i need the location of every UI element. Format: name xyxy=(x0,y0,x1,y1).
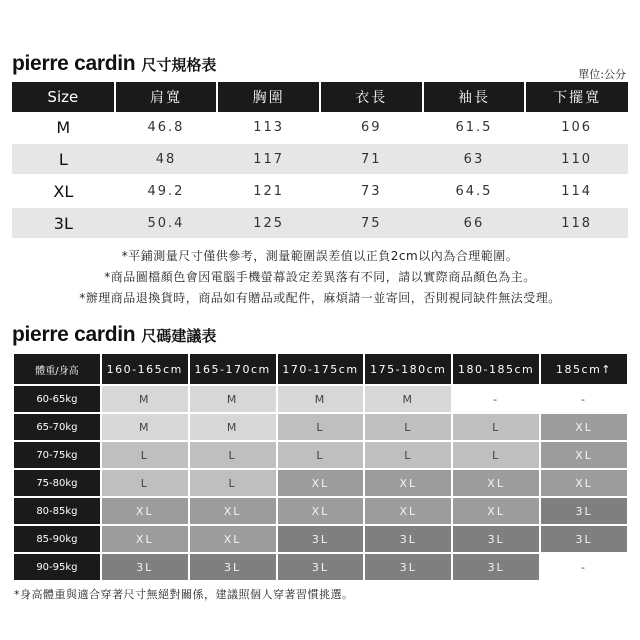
table-row xyxy=(12,176,628,206)
recommended-size-cell: XL xyxy=(278,498,364,524)
measurement-cell: 125 xyxy=(217,208,320,238)
recommended-size-cell: M xyxy=(190,414,276,440)
recommended-size-cell: 3L xyxy=(365,526,451,552)
height-range-header: 180-185cm xyxy=(453,354,539,384)
recommended-size-cell: - xyxy=(541,554,627,580)
recommended-size-cell: M xyxy=(102,386,188,412)
size-label: XL xyxy=(53,181,74,201)
table-row xyxy=(14,470,627,496)
spec-column-header: 下擺寬 xyxy=(525,82,628,112)
recommended-size-cell: XL xyxy=(453,470,539,496)
recommended-size-cell: L xyxy=(102,470,188,496)
spec-column-header: 袖長 xyxy=(423,82,526,112)
recommended-size-cell: M xyxy=(102,414,188,440)
brand-logo: pierre cardin xyxy=(12,52,136,75)
recommended-size-cell: - xyxy=(541,386,627,412)
size-recommendation-table xyxy=(12,352,629,582)
spec-column-header: Size xyxy=(12,82,115,112)
weight-range-label: 80-85kg xyxy=(14,498,100,524)
spec-column-header: 肩寬 xyxy=(115,82,218,112)
recommended-size-cell: 3L xyxy=(278,526,364,552)
measurement-cell: 46.8 xyxy=(147,119,185,135)
recommended-size-cell: L xyxy=(190,442,276,468)
measurement-cell: 69 xyxy=(361,119,382,135)
note-line: *商品圖檔顏色會因電腦手機螢幕設定差異落有不同，請以實際商品顏色為主。 xyxy=(104,270,536,284)
table-row xyxy=(12,112,628,142)
recommended-size-cell: 3L xyxy=(453,554,539,580)
recommended-size-cell: 3L xyxy=(541,526,627,552)
brand-logo: pierre cardin xyxy=(12,323,136,346)
height-range-header: 170-175cm xyxy=(278,354,364,384)
measurement-cell: 114 xyxy=(561,183,593,199)
recommended-size-cell: 3L xyxy=(365,554,451,580)
recommended-size-cell: XL xyxy=(365,498,451,524)
weight-height-header: 體重/身高 xyxy=(14,354,100,384)
recommended-size-cell: XL xyxy=(453,498,539,524)
recommended-size-cell: L xyxy=(365,442,451,468)
table-row xyxy=(14,414,627,440)
table-row xyxy=(14,554,627,580)
weight-range-label: 75-80kg xyxy=(14,470,100,496)
measurement-cell: 110 xyxy=(525,144,628,174)
recommended-size-cell: M xyxy=(190,386,276,412)
rec-title-row xyxy=(12,323,216,347)
recommended-size-cell: L xyxy=(453,414,539,440)
recommended-size-cell: XL xyxy=(541,442,627,468)
table-row xyxy=(14,526,627,552)
recommended-size-cell: 3L xyxy=(453,526,539,552)
recommended-size-cell: 3L xyxy=(541,498,627,524)
measurement-cell: 121 xyxy=(253,183,285,199)
recommended-size-cell: M xyxy=(365,386,451,412)
recommended-size-cell: 3L xyxy=(190,554,276,580)
measurement-cell: 61.5 xyxy=(455,119,493,135)
spec-column-header: 衣長 xyxy=(320,82,423,112)
recommended-size-cell: XL xyxy=(190,526,276,552)
recommended-size-cell: XL xyxy=(365,470,451,496)
recommended-size-cell: - xyxy=(453,386,539,412)
table-row xyxy=(12,208,628,238)
recommended-size-cell: 3L xyxy=(102,554,188,580)
weight-range-label: 90-95kg xyxy=(14,554,100,580)
spec-table-title: 尺寸規格表 xyxy=(141,56,217,74)
recommended-size-cell: L xyxy=(190,470,276,496)
spec-title-row xyxy=(12,52,216,76)
recommended-size-cell: XL xyxy=(190,498,276,524)
size-label: L xyxy=(12,144,115,174)
recommended-size-cell: XL xyxy=(102,498,188,524)
weight-range-label: 85-90kg xyxy=(14,526,100,552)
measurement-cell: 113 xyxy=(253,119,285,135)
table-row xyxy=(14,442,627,468)
measurement-cell: 73 xyxy=(361,183,382,199)
notes xyxy=(0,246,640,309)
spec-header-row xyxy=(12,82,628,112)
measurement-cell: 64.5 xyxy=(455,183,493,199)
size-spec-table xyxy=(12,82,628,238)
measurement-cell: 50.4 xyxy=(115,208,218,238)
rec-header-row xyxy=(14,354,627,384)
weight-range-label: 65-70kg xyxy=(14,414,100,440)
table-row xyxy=(14,498,627,524)
measurement-cell: 66 xyxy=(423,208,526,238)
measurement-cell: 106 xyxy=(561,119,593,135)
footnote: *身高體重與適合穿著尺寸無絕對關係，建議照個人穿著習慣挑選。 xyxy=(14,588,354,601)
measurement-cell: 117 xyxy=(217,144,320,174)
measurement-cell: 49.2 xyxy=(147,183,185,199)
unit-label: 單位:公分 xyxy=(578,68,626,81)
weight-range-label: 70-75kg xyxy=(14,442,100,468)
table-row xyxy=(12,144,628,174)
table-row xyxy=(14,386,627,412)
recommended-size-cell: L xyxy=(365,414,451,440)
height-range-header: 160-165cm xyxy=(102,354,188,384)
size-label: M xyxy=(56,117,71,137)
recommended-size-cell: XL xyxy=(278,470,364,496)
recommended-size-cell: M xyxy=(278,386,364,412)
size-label: 3L xyxy=(12,208,115,238)
recommended-size-cell: 3L xyxy=(278,554,364,580)
height-range-header: 175-180cm xyxy=(365,354,451,384)
weight-range-label: 60-65kg xyxy=(14,386,100,412)
recommended-size-cell: XL xyxy=(102,526,188,552)
recommended-size-cell: XL xyxy=(541,414,627,440)
measurement-cell: 71 xyxy=(320,144,423,174)
height-range-header: 185cm↑ xyxy=(541,354,627,384)
recommended-size-cell: L xyxy=(278,442,364,468)
note-line: *平鋪測量尺寸僅供參考，測量範圍誤差值以正負2cm以內為合理範圍。 xyxy=(121,249,519,263)
spec-column-header: 胸圍 xyxy=(217,82,320,112)
measurement-cell: 63 xyxy=(423,144,526,174)
note-line: *辦理商品退換貨時，商品如有贈品或配件，麻煩請一並寄回，否則視同缺件無法受理。 xyxy=(79,291,561,305)
recommended-size-cell: L xyxy=(453,442,539,468)
recommended-size-cell: L xyxy=(102,442,188,468)
rec-table-title: 尺碼建議表 xyxy=(141,327,217,345)
recommended-size-cell: XL xyxy=(541,470,627,496)
measurement-cell: 118 xyxy=(525,208,628,238)
measurement-cell: 75 xyxy=(320,208,423,238)
height-range-header: 165-170cm xyxy=(190,354,276,384)
recommended-size-cell: L xyxy=(278,414,364,440)
measurement-cell: 48 xyxy=(115,144,218,174)
